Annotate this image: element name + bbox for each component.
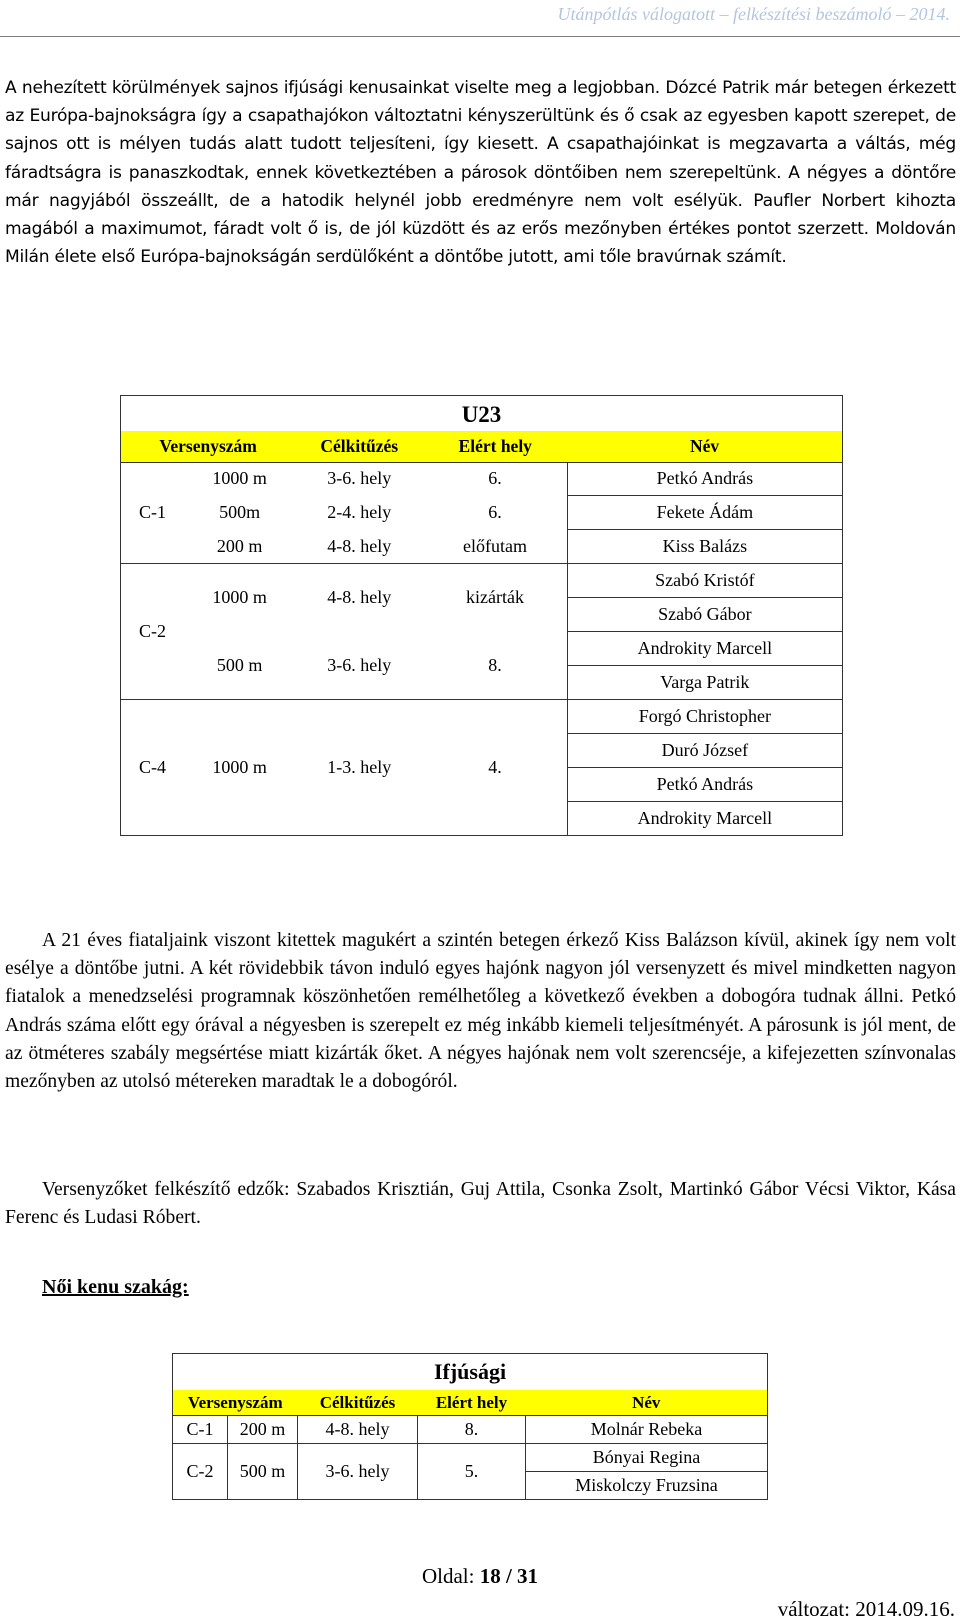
place-cell: 4. [488, 757, 502, 777]
name-cell: Molnár Rebeka [526, 1416, 768, 1444]
table-row [121, 700, 843, 734]
table-row [121, 564, 843, 598]
place-cell: 8. [418, 1416, 526, 1444]
table-row [121, 530, 843, 564]
version-label: változat: 2014.09.16. [777, 1597, 955, 1621]
boat-cell: C-4 [139, 757, 166, 777]
target-cell: 3-6. hely [327, 468, 392, 489]
table-caption: U23 [461, 401, 502, 427]
place-cell: kizárták [466, 587, 524, 608]
place-cell: 8. [423, 632, 567, 700]
distance-cell: 500m [219, 502, 261, 522]
col-header-nev: Név [567, 431, 842, 463]
name-cell: Kiss Balázs [567, 530, 842, 564]
table-header-row [121, 431, 843, 463]
table-ifjusagi [172, 1353, 768, 1500]
target-cell: 2-4. hely [327, 502, 392, 522]
distance-cell: 1000 m [212, 757, 267, 777]
page-footer [0, 1564, 960, 1589]
table-u23 [120, 395, 843, 463]
target-cell: 1-3. hely [327, 757, 392, 777]
name-cell: Miskolczy Fruzsina [526, 1472, 768, 1500]
name-cell: Duró József [567, 734, 842, 768]
col-header-nev: Név [526, 1390, 768, 1416]
page-label: Oldal: [421, 1564, 475, 1588]
page-header [0, 0, 960, 37]
name-cell: Petkó András [567, 768, 842, 802]
header-title: Utánpótlás válogatott – felkészítési beszámoló – 2014. [557, 4, 950, 24]
boat-cell: C-2 [121, 564, 185, 700]
distance-cell: 500 m [184, 632, 295, 700]
target-cell: 4-8. hely [327, 587, 392, 608]
distance-cell: 500 m [228, 1444, 298, 1500]
target-cell: 4-8. hely [295, 530, 423, 564]
table-u23-body [120, 462, 843, 836]
page-number: 18 / 31 [479, 1564, 539, 1588]
col-header-elert-hely: Elért hely [418, 1390, 526, 1416]
distance-cell: 200 m [184, 530, 295, 564]
target-cell: 3-6. hely [298, 1444, 418, 1500]
place-cell: 6. [488, 502, 502, 522]
name-cell: Forgó Christopher [567, 700, 842, 734]
target-cell: 4-8. hely [298, 1416, 418, 1444]
table-row [173, 1416, 768, 1444]
table-caption: Ifjúsági [433, 1359, 507, 1384]
name-cell: Androkity Marcell [567, 632, 842, 666]
paragraph-ifjusagi-kenu: A nehezített körülmények sajnos ifjúsági kenusainkat viselte meg a legjobban. Dózcé Patrik már betegen érkezett az Európa-bajnokságra így a csapathajókon változtatni kényszerültünk és ő csak az egyesben kapott szerepet, de sajnos ott is mélyen tudás alatt tudott teljesíteni, így kiesett. A csapathajóinkat is megzavarta a váltás, még fáradtságra is panaszkodtak, ennek következtében a párosok döntőiben nem szerepeltünk. A négyes a döntőre már nagyjából összeállt, de a hatodik helynél jobb eredményre nem volt esélyük. Paufler Norbert kihozta magából a maximumot, fáradt volt ő is, de jól küzdött és az erős mezőnyben értékes pontot szerzett. Moldován Milán élete első Európa-bajnokságán serdülőként a döntőbe jutott, ami tőle bravúrnak számít. [5, 78, 956, 268]
distance-cell: 1000 m [212, 468, 267, 489]
name-cell: Bónyai Regina [526, 1444, 768, 1472]
name-cell: Androkity Marcell [567, 802, 842, 836]
col-header-celkituzes: Célkitűzés [295, 431, 423, 463]
name-cell: Petkó András [567, 462, 842, 496]
table-row [173, 1444, 768, 1472]
table-row [121, 462, 843, 496]
paragraph-u23: A 21 éves fiataljaink viszont kitettek magukért a szintén betegen érkező Kiss Balázson kívül, akinek így nem volt esélye a döntőbe jutni. A két rövidebbik távon induló egyes hajónk nagyon jól versenyzett és mivel mindketten nagyon fiatalok a menedzselési programnak köszönhetően remélhetőleg a következő években a dobogóra tudnak állni. Petkó András száma előtt egy órával a négyesben is szerepelt ez még inkább kiemeli teljesítményét. A párosunk is jól ment, de az ötméteres szabály megsértése miatt kizárták őket. A négyes hajónak nem volt szerencséje, a kifejezetten színvonalas mezőnyben az utolsó métereken maradtak le a dobogóról. [5, 930, 956, 1093]
distance-cell: 200 m [228, 1416, 298, 1444]
col-header-celkituzes: Célkitűzés [298, 1390, 418, 1416]
col-header-versenyszam: Versenyszám [173, 1390, 298, 1416]
table-row [121, 496, 843, 530]
distance-cell: 1000 m [212, 587, 267, 608]
boat-cell: C-1 [121, 462, 185, 564]
col-header-versenyszam: Versenyszám [121, 431, 296, 463]
name-cell: Fekete Ádám [567, 496, 842, 530]
place-cell: 5. [418, 1444, 526, 1500]
name-cell: Szabó Gábor [567, 598, 842, 632]
place-cell: előfutam [423, 530, 567, 564]
table-row [121, 632, 843, 666]
col-header-elert-hely: Elért hely [423, 431, 567, 463]
place-cell: 6. [488, 468, 502, 489]
name-cell: Szabó Kristóf [567, 564, 842, 598]
boat-cell: C-2 [173, 1444, 228, 1500]
table-header-row [173, 1390, 768, 1416]
name-cell: Varga Patrik [567, 666, 842, 700]
target-cell: 3-6. hely [295, 632, 423, 700]
paragraph-coaches: Versenyzőket felkészítő edzők: Szabados Krisztián, Guj Attila, Csonka Zsolt, Martinkó Gábor Vécsi Viktor, Kása Ferenc és Ludasi Róbert. [5, 1179, 956, 1229]
section-heading: Női kenu szakág: [42, 1276, 189, 1298]
boat-cell: C-1 [173, 1416, 228, 1444]
